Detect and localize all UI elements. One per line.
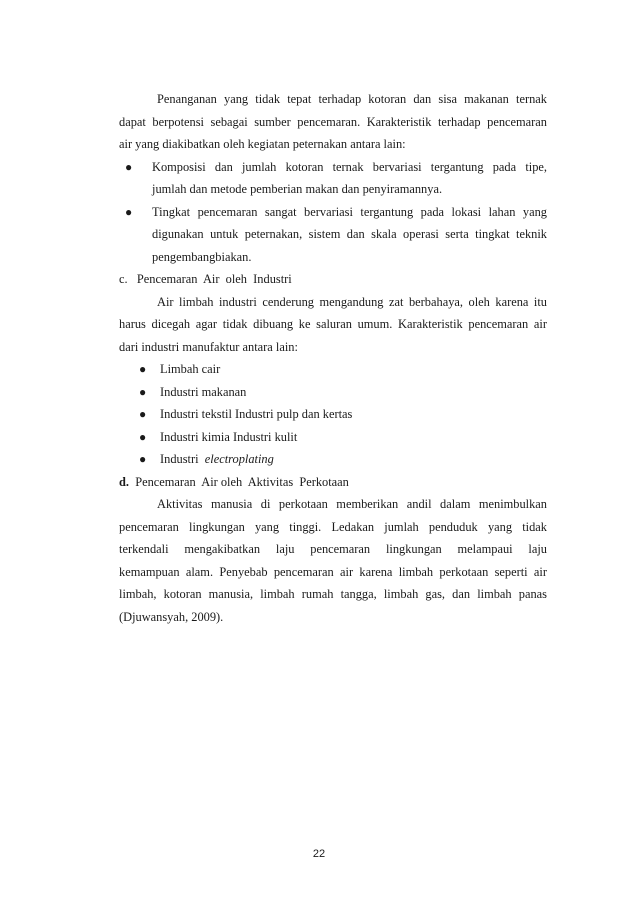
paragraph-line: dari industri manufaktur antara lain: [119, 339, 298, 354]
list-item [119, 426, 547, 449]
list-item-text: Komposisi dan jumlah kotoran ternak bervariasi tergantung pada tipe, [152, 159, 547, 174]
list-item-prefix: Industri [160, 452, 205, 466]
paragraph-line: Penanganan yang tidak tepat terhadap kotoran dan sisa makanan ternak [157, 92, 547, 106]
list-item [119, 381, 547, 404]
section-heading: c. Pencemaran Air oleh Industri [119, 272, 292, 286]
bullet-dot-icon: ● [139, 362, 147, 376]
list-item-text: Industri makanan [160, 384, 247, 399]
list-item [119, 156, 547, 179]
bullet-dot-icon: ● [139, 452, 147, 466]
section-heading [119, 471, 547, 494]
list-item-text: Industri tekstil Industri pulp dan kertas [160, 407, 353, 421]
list-item [119, 358, 547, 381]
list-item-text [160, 448, 274, 471]
list-item-text: Tingkat pencemaran sangat bervariasi tergantung pada lokasi lahan yang [152, 204, 547, 219]
bullet-list-livestock [119, 156, 547, 269]
section-c [119, 268, 547, 471]
list-item-text: pengembangbiakan. [152, 249, 252, 264]
bullet-dot-icon: ● [125, 204, 133, 219]
bullet-list-industry [119, 358, 547, 471]
list-item-italic-term: electroplating [204, 452, 274, 466]
list-item-text: Industri kimia Industri kulit [160, 429, 298, 444]
list-item-text: digunakan untuk peternakan, sistem dan skala operasi serta tingkat teknik [152, 227, 547, 241]
paragraph-line: air yang diakibatkan oleh kegiatan peternakan antara lain: [119, 137, 406, 151]
paragraph-line: limbah, kotoran manusia, limbah rumah tangga, limbah gas, dan limbah panas [119, 587, 547, 601]
bullet-dot-icon: ● [139, 429, 147, 444]
bullet-dot-icon: ● [139, 407, 147, 421]
paragraph-line: Air limbah industri cenderung mengandung zat berbahaya, oleh karena itu [157, 294, 547, 309]
paragraph-livestock [119, 88, 547, 156]
list-item [119, 403, 547, 426]
paragraph-line: kemampuan alam. Penyebab pencemaran air karena limbah perkotaan seperti air [119, 564, 547, 579]
list-item-text: Limbah cair [160, 362, 221, 376]
section-title: Pencemaran Air oleh Aktivitas Perkotaan [129, 474, 349, 489]
paragraph-line: Aktivitas manusia di perkotaan memberikan andil dalam menimbulkan [157, 497, 547, 511]
page-number: 22 [312, 848, 326, 860]
list-item-text: jumlah dan metode pemberian makan dan penyiramannya. [152, 182, 443, 196]
paragraph-line: terkendali mengakibatkan laju pencemaran lingkungan melampaui laju [119, 542, 547, 556]
list-item [119, 201, 547, 224]
paragraph-line: dapat berpotensi sebagai sumber pencemaran. Karakteristik terhadap pencemaran [119, 114, 547, 129]
section-d [119, 471, 547, 629]
paragraph-line: (Djuwansyah, 2009). [119, 609, 224, 624]
paragraph-line: pencemaran lingkungan yang tinggi. Ledakan jumlah penduduk yang tidak [119, 519, 547, 534]
paragraph-line: harus dicegah agar tidak dibuang ke saluran umum. Karakteristik pencemaran air [119, 317, 547, 331]
list-item [119, 448, 547, 471]
bullet-dot-icon: ● [125, 159, 133, 174]
page-body [119, 88, 547, 628]
section-letter: d. [119, 474, 129, 489]
bullet-dot-icon: ● [139, 384, 147, 399]
